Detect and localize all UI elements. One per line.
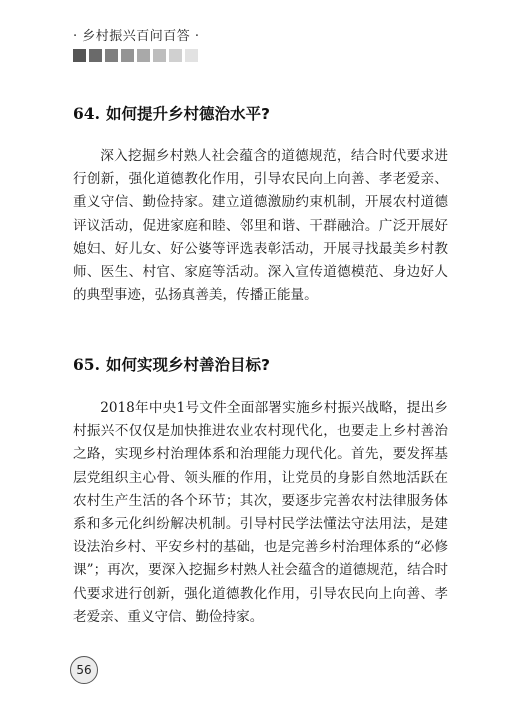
section-body: 深入挖掘乡村熟人社会蕴含的道德规范，结合时代要求进行创新，强化道德教化作用，引导农民向上向善、孝老爱亲、重义守信、勤俭持家。建立道德激励约束机制，开展农村道德评议活动，促进家庭和睦、邻里和谐、干群融洽。广泛开展好媳妇、好儿女、好公婆等评选表彰活动，开展寻找最美乡村教师、医生、村官、家庭等活动。深入宣传道德模范、身边好人的典型事迹，弘扬真善美，传播正能量。 <box>73 148 448 304</box>
book-title: · 乡村振兴百问百答 · <box>73 29 200 44</box>
decorative-square <box>121 49 134 62</box>
section-number: 64. <box>73 104 100 123</box>
section-number: 65. <box>73 355 100 374</box>
section-title: 如何提升乡村德治水平? <box>105 105 270 123</box>
section-heading <box>73 104 270 124</box>
decorative-square <box>153 49 166 62</box>
decorative-square <box>73 49 86 62</box>
decorative-square <box>105 49 118 62</box>
page-number: 56 <box>70 656 98 684</box>
section-title: 如何实现乡村善治目标? <box>105 356 270 374</box>
decorative-squares <box>73 49 233 62</box>
section-heading <box>73 355 270 375</box>
decorative-square <box>89 49 102 62</box>
section-body: 2018年中央1号文件全面部署实施乡村振兴战略，提出乡村振兴不仅仅是加快推进农业农村现代化，也要走上乡村善治之路，实现乡村治理体系和治理能力现代化。首先，要发挥基层党组织主心骨、领头雁的作用，让党员的身影自然地活跃在农村生产生活的各个环节；其次，要逐步完善农村法律服务体系和多元化纠纷解决机制。引导村民学法懂法守法用法，是建设法治乡村、平安乡村的基础，也是完善乡村治理体系的“必修课”；再次，要深入挖掘乡村熟人社会蕴含的道德规范，结合时代要求进行创新，强化道德教化作用，引导农民向上向善、孝老爱亲、重义守信、勤俭持家。 <box>73 400 448 625</box>
decorative-square <box>137 49 150 62</box>
decorative-square <box>169 49 182 62</box>
decorative-square <box>185 49 198 62</box>
running-header <box>73 28 233 62</box>
